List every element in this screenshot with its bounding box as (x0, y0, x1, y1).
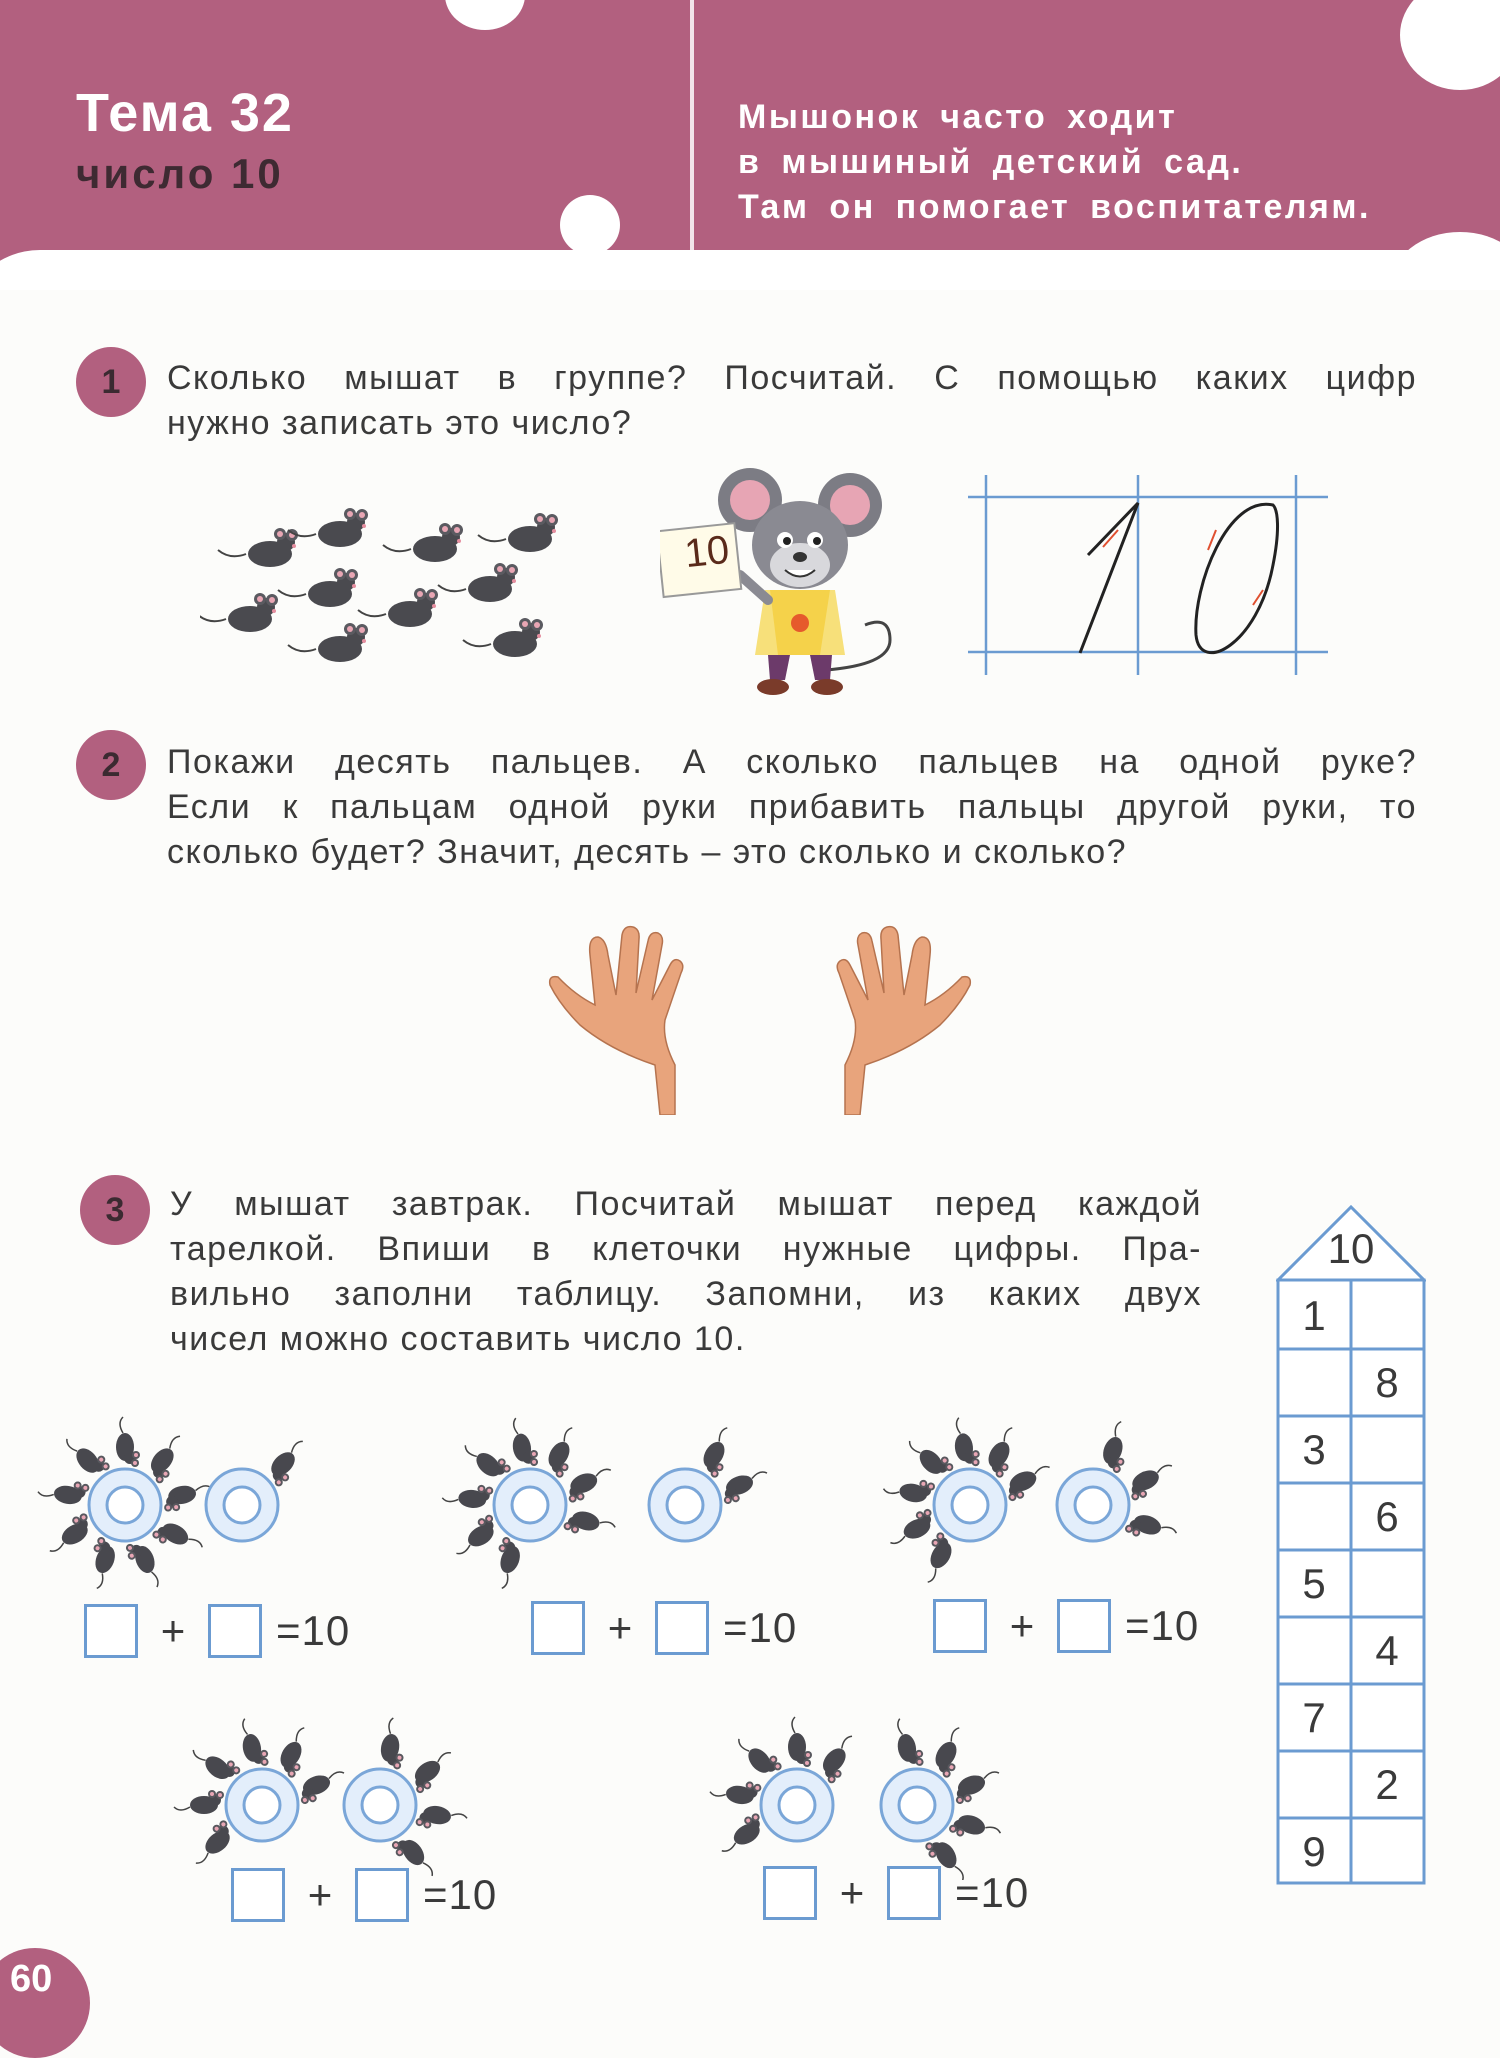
task-number-badge: 1 (76, 347, 146, 417)
number-house-table (1276, 1205, 1426, 1885)
task-number-badge: 3 (80, 1175, 150, 1245)
equation-result: =10 (955, 1869, 1030, 1916)
mouse-icon (124, 1538, 164, 1593)
house-roof-number: 10 (1327, 1225, 1375, 1272)
intro-line: Мышонок часто ходит (738, 98, 1178, 136)
intro-text (738, 95, 1371, 230)
mouse-icon (884, 1507, 939, 1549)
house-cell-left[interactable] (1279, 1483, 1349, 1550)
copybook-digit-grid (968, 475, 1328, 685)
mouse-icon (81, 1536, 121, 1591)
mouse-icon (562, 1507, 617, 1544)
house-cell-left: 3 (1302, 1425, 1326, 1473)
task-text-line: чисел можно составить число 10. (170, 1320, 746, 1358)
mouse-icon (378, 1717, 410, 1770)
plus-sign: + (307, 1871, 333, 1918)
equation (763, 1863, 1029, 1923)
answer-box[interactable] (84, 1604, 138, 1658)
plate (649, 1469, 721, 1541)
answer-box[interactable] (887, 1866, 941, 1920)
house-cell-right: 8 (1375, 1358, 1399, 1406)
equation-result: =10 (276, 1607, 351, 1654)
house-cell-right[interactable] (1352, 1684, 1422, 1751)
theme-title: Тема 32 (76, 83, 294, 143)
two-hands-illustration (540, 925, 980, 1115)
task1-text (167, 356, 1417, 446)
house-cell-right: 6 (1375, 1492, 1399, 1540)
task-text-line: тарелкой. Впиши в клеточки нужные цифры. Пра- (170, 1230, 1202, 1268)
mouse-icon (709, 1775, 762, 1807)
house-cell-right: 2 (1375, 1760, 1399, 1808)
decor-dot (560, 195, 620, 255)
mouse-icon (1124, 1510, 1179, 1550)
plus-sign: + (160, 1607, 186, 1654)
answer-box[interactable] (231, 1868, 285, 1922)
plate (226, 1769, 298, 1841)
plus-sign: + (839, 1869, 865, 1916)
plate (761, 1769, 833, 1841)
mouse-icon (928, 1724, 974, 1779)
mouse-icon (295, 1766, 350, 1806)
plate (881, 1769, 953, 1841)
mouse-icon (696, 1424, 742, 1479)
mouse-icon (913, 1530, 959, 1585)
mouse-icon (37, 1475, 90, 1507)
task-text-line: Если к пальцам одной руки прибавить пальцы другой руки, то (167, 788, 1417, 826)
mouse-icon (447, 1512, 502, 1559)
house-cell-left: 9 (1302, 1827, 1326, 1875)
header-divider (690, 0, 694, 290)
house-cell-right: 4 (1375, 1626, 1399, 1674)
mouse-icon (116, 1417, 140, 1467)
mouse-icon (1124, 1460, 1179, 1503)
task-text-line: нужно записать это число? (167, 404, 633, 442)
mouse-icon (442, 1481, 494, 1510)
house-cell-left: 5 (1302, 1559, 1326, 1607)
plate (344, 1769, 416, 1841)
header-banner (0, 0, 1500, 290)
mouse-character-illustration (660, 465, 920, 705)
mouse-icon (1098, 1419, 1138, 1474)
task-text-line: Сколько мышат в группе? Посчитай. С помощью каких цифр (167, 359, 1417, 397)
intro-line: Там он помогает воспитателям. (738, 188, 1371, 226)
answer-box[interactable] (763, 1866, 817, 1920)
house-cell-left[interactable] (1279, 1349, 1349, 1416)
house-cell-left[interactable] (1279, 1617, 1349, 1684)
mice-crowd-illustration (200, 500, 580, 690)
mouse-icon (509, 1416, 540, 1469)
house-cell-left: 1 (1302, 1291, 1326, 1339)
card-number: 10 (682, 527, 732, 577)
house-cell-right[interactable] (1352, 1416, 1422, 1483)
intro-line: в мышиный детский сад. (738, 143, 1244, 181)
decor-dot (1400, 0, 1500, 90)
task-text-line: сколько будет? Значит, десять – это сколько и сколько? (167, 833, 1128, 871)
equation (933, 1596, 1199, 1656)
task-text-line: вильно заполни таблицу. Запомни, из каких двух (170, 1275, 1202, 1313)
equation-result: =10 (1125, 1602, 1200, 1649)
mouse-icon (562, 1464, 617, 1505)
mouse-icon (415, 1803, 468, 1835)
mouse-icon (174, 1790, 224, 1814)
answer-box[interactable] (655, 1601, 709, 1655)
mouse-icon (950, 1766, 1005, 1806)
task-number-badge: 2 (76, 730, 146, 800)
equation (531, 1598, 797, 1658)
equation (84, 1601, 350, 1661)
mouse-icon (41, 1511, 96, 1557)
mouse-icon (981, 1424, 1027, 1479)
plus-sign: + (1009, 1602, 1035, 1649)
equation-result: =10 (423, 1871, 498, 1918)
equation-result: =10 (723, 1604, 798, 1651)
equation (231, 1865, 497, 1925)
answer-box[interactable] (531, 1601, 585, 1655)
plate (494, 1469, 566, 1541)
page-number: 60 (10, 1958, 53, 2000)
decor-dot (0, 250, 1500, 290)
mouse-icon (948, 1810, 1003, 1850)
mouse-icon (406, 1747, 461, 1795)
mouse-icon (541, 1424, 587, 1479)
mouse-icon (273, 1724, 319, 1779)
plate (934, 1469, 1006, 1541)
mouse-icon (882, 1472, 936, 1506)
task2-text (167, 740, 1417, 875)
plate (206, 1469, 278, 1541)
task3-text (170, 1182, 1202, 1362)
mouse-icon (718, 1466, 773, 1506)
mouse-icon (1001, 1461, 1056, 1503)
plus-sign: + (607, 1604, 633, 1651)
decor-dot (445, 0, 525, 30)
task-text-line: Покажи десять пальцев. А сколько пальцев на одной руке? (167, 743, 1417, 781)
plate (89, 1469, 161, 1541)
mouse-icon (713, 1811, 768, 1857)
house-cell-left[interactable] (1279, 1751, 1349, 1818)
plate (1057, 1469, 1129, 1541)
answer-box[interactable] (1057, 1599, 1111, 1653)
mouse-icon (238, 1716, 270, 1769)
task-text-line: У мышат завтрак. Посчитай мышат перед каждой (170, 1185, 1202, 1223)
theme-subtitle: число 10 (76, 150, 284, 197)
house-cell-right[interactable] (1352, 1818, 1422, 1885)
answer-box[interactable] (933, 1599, 987, 1653)
answer-box[interactable] (208, 1604, 262, 1658)
house-cell-left: 7 (1302, 1693, 1326, 1741)
mouse-icon (893, 1716, 925, 1769)
house-cell-right[interactable] (1352, 1282, 1422, 1349)
house-cell-right[interactable] (1352, 1550, 1422, 1617)
page-number-badge (0, 1948, 90, 2058)
mouse-icon (788, 1717, 812, 1767)
mouse-icon (952, 1416, 981, 1468)
answer-box[interactable] (355, 1868, 409, 1922)
mouse-icon (486, 1536, 526, 1591)
mouse-icon (150, 1516, 205, 1562)
